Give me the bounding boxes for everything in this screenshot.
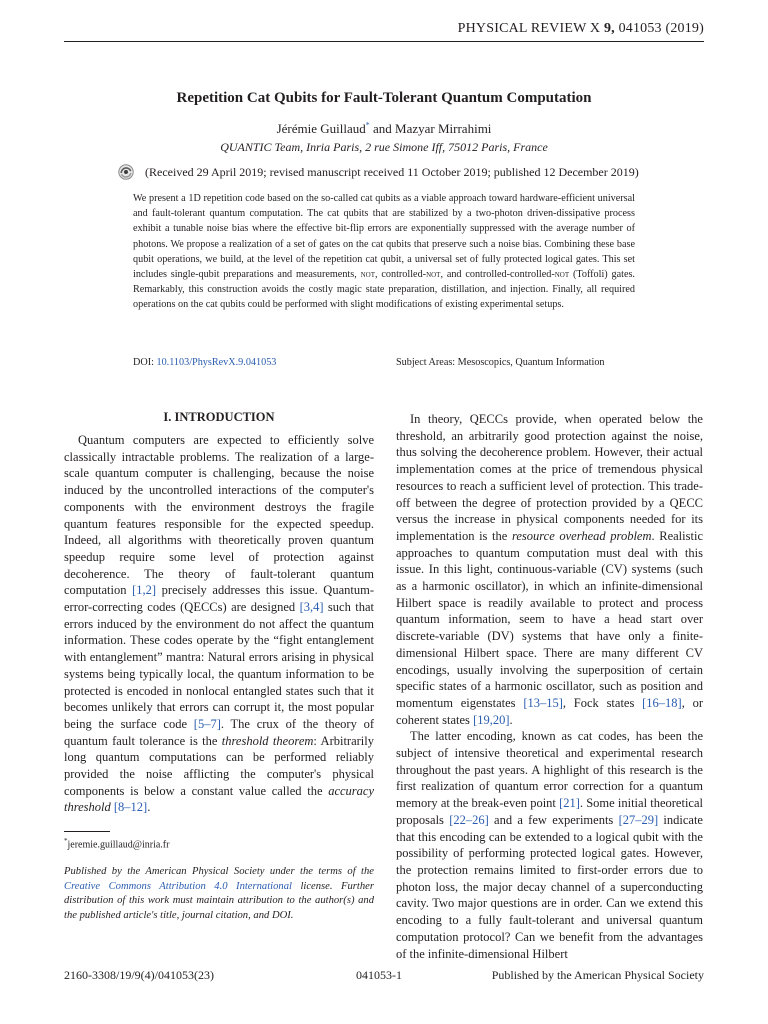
emphasis: accuracy threshold (64, 783, 374, 815)
not-gate-label: not (554, 269, 570, 281)
running-head (64, 21, 704, 37)
footnote-rule (64, 831, 110, 832)
citation-link[interactable]: [5–7] (193, 716, 221, 731)
citation-link[interactable]: [27–29] (618, 812, 659, 827)
author-email[interactable]: jeremie.guillaud@inria.fr (67, 839, 170, 851)
paragraph-text: indicate that this encoding can be extended to a logical qubit with the possibility of performing protected logical gates. However, the protection remains limited to first-order errors due to photon loss, the major decay channel of a superconducting cavity. Two major questions are in order. Can we extend this encoding to a fully fault-tolerant and universal quantum computation protocol? Can we benefit from the advantages of the infinite-dimensional Hilbert (396, 812, 703, 961)
license-link[interactable]: Creative Commons Attribution 4.0 International (64, 880, 292, 892)
paragraph-text: In theory, QECCs provide, when operated below the threshold, an arbitrarily good protection against the noise, thus solving the decoherence problem. However, their actual implementation comes at the price of tremendous physical resources to reach a sufficient level of protection. This trade-off between the degree of protection provided by a QECC versus the increase in physical components needed for its implementation is the (396, 412, 703, 543)
header-rule (64, 41, 704, 42)
citation-link[interactable]: [8–12] (113, 800, 148, 815)
author-line (64, 121, 704, 137)
paragraph-text: : Arbitrarily long quantum computations can be performed reliably provided the noise afflicting the computer's physical components is below a constant value called the (64, 733, 374, 798)
author-footnote-mark[interactable]: * (365, 120, 370, 130)
citation-link[interactable]: [3,4] (299, 600, 324, 615)
section-heading-introduction: I. INTRODUCTION (163, 410, 275, 424)
citation-link[interactable]: [13–15] (523, 695, 563, 710)
paragraph (396, 411, 703, 728)
paragraph-text: . Some initial theoretical proposals (396, 796, 703, 827)
received-dates: (Received 29 April 2019; revised manuscript received 11 October 2019; published 12 December 2019) (145, 165, 639, 179)
paragraph-text: precisely addresses this issue. Quantum-error-correcting codes (QECCs) are designed (64, 583, 374, 615)
not-gate-label: not (360, 269, 375, 281)
license-text: license. Further distribution of this work must maintain attribution to the author(s) and the published article's title, journal citation, and DOI. (64, 880, 374, 921)
crossmark-icon[interactable] (118, 164, 134, 180)
abstract-text: , and controlled-controlled- (440, 269, 555, 281)
citation-link[interactable]: [19,20] (473, 712, 510, 727)
not-gate-label: not (426, 269, 441, 281)
abstract (133, 191, 635, 313)
license-note (64, 865, 374, 923)
doi-label: DOI: (133, 357, 154, 368)
footnote-mark: * (64, 837, 68, 845)
author-guillaud: Jérémie Guillaud (276, 121, 366, 136)
paragraph-text: , Fock states (562, 695, 643, 710)
paragraph-text: and a few experiments (488, 812, 619, 827)
paragraph-text: . The crux of the theory of quantum fault tolerance is the (64, 716, 374, 748)
paragraph-text: . Realistic approaches to quantum computation must deal with this issue. In this light, continuous-variable (CV) systems (such as a harmonic oscillator), in which an infinite-dimensional Hilbert space is readily available to protect and process quantum information, seem to have a head start over discrete-variable (DV) systems that have only a finite-dimensional Hilbert space. There are many different CV encodings, usually involving the superposition of certain specific states of a harmonic oscillator, such as position and momentum eigenstates (396, 528, 703, 710)
left-column (64, 432, 374, 816)
paragraph-text: . (147, 800, 151, 815)
citation-link[interactable]: [22–26] (449, 812, 489, 827)
author-mirrahimi: Mazyar Mirrahimi (395, 121, 492, 136)
paragraph-text: . (509, 712, 513, 727)
license-text: Published by the American Physical Society under the terms of the (64, 866, 374, 877)
page-number: 041053-1 (356, 968, 402, 982)
doi-line (133, 357, 276, 368)
article-title: Repetition Cat Qubits for Fault-Tolerant Quantum Computation (176, 90, 592, 106)
abstract-text: , controlled- (375, 269, 427, 281)
citation-link[interactable]: [16–18] (642, 695, 682, 710)
doi-link[interactable]: 10.1103/PhysRevX.9.041053 (156, 357, 277, 368)
citation-link[interactable]: [21] (559, 796, 580, 811)
issn-code: 2160-3308/19/9(4)/041053(23) (64, 968, 214, 982)
paragraph (64, 432, 374, 816)
citation-link[interactable]: [1,2] (132, 583, 157, 598)
journal-name: PHYSICAL REVIEW X (457, 21, 601, 36)
abstract-text: We present a 1D repetition code based on the so-called cat qubits as a viable approach toward hardware-efficient universal and fault-tolerant quantum computation. The cat qubits that are stabilized by a two-photon driven-dissipative process exhibit a tunable noise bias where the effective bit-flip errors are exponentially suppressed with the average number of photons. We propose a realization of a set of gates on the cat qubits that preserve such a noise bias. Combining these base qubit operations, we build, at the level of the repetition cat qubit, a universal set of fully protected logical gates. This set includes single-qubit preparations and measurements, (133, 193, 635, 281)
right-column (396, 411, 703, 962)
paragraph-text: , or coherent states (396, 695, 703, 727)
abstract-text: (Toffoli) gates. Remarkably, this construction avoids the costly magic state preparation, distillation, and injection. Finally, all required operations on the cat qubits could be performed with slight modifications of existing experimental setups. (133, 269, 635, 311)
paragraph-text: such that errors induced by the environment do not affect the quantum information. These codes operate by the “fight entanglement with entanglement” mantra: Natural errors arising in physical systems being typically local, the quantum information to be protected is encoded in nonlocal entangled states such that it becomes unlikely that errors can corrupt it, the most popular being the surface code (64, 600, 374, 731)
paragraph (396, 728, 703, 962)
emphasis: threshold theorem (221, 733, 314, 748)
article-number: 041053 (2019) (618, 21, 704, 36)
journal-volume: 9, (603, 21, 615, 36)
subject-areas: Subject Areas: Mesoscopics, Quantum Information (396, 357, 605, 368)
emphasis: resource overhead problem (511, 528, 652, 543)
author-separator: and (373, 121, 392, 136)
paragraph-text: The latter encoding, known as cat codes, has been the subject of intensive theoretical and experimental research throughout the past years. A highlight of this research is the first realization of quantum error correction for a quantum memory at the break-even point (396, 729, 703, 811)
publisher-credit: Published by the American Physical Society (491, 968, 704, 982)
paragraph-text: Quantum computers are expected to efficiently solve classically intractable problems. The realization of a large-scale quantum computer is challenging, because the noise induced by the uncontrolled interactions of the computer's components with the environment destroys the fragile quantum features responsible for the expected speedup. Indeed, all algorithms with theoretically proven quantum speedup require some level of protection against decoherence. The theory of fault-tolerant quantum computation (64, 433, 374, 598)
author-email-footnote (64, 837, 169, 850)
affiliation: QUANTIC Team, Inria Paris, 2 rue Simone Iff, 75012 Paris, France (220, 140, 548, 154)
